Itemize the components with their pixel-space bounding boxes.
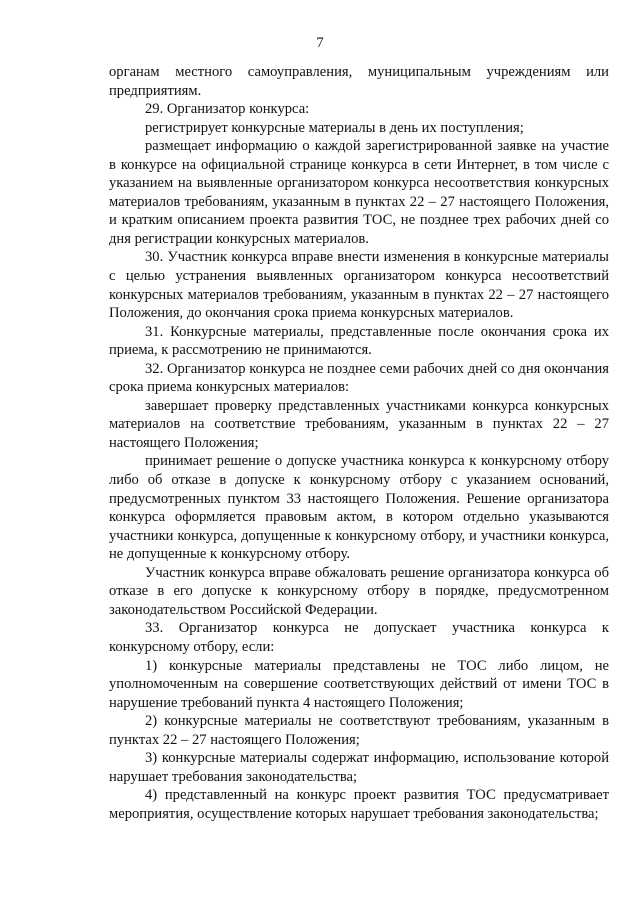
clause-31: 31. Конкурсные материалы, представленные после окончания срока их приема, к рассмотрению не принимаются. — [109, 323, 609, 359]
clause-30: 30. Участник конкурса вправе внести изменения в конкурсные материалы с целью устранения выявленных организатором конкурса несоответствий конкурсных материалов требованиям, указанным в пунктах 22 – 27 настоящего Положения, до окончания срока приема конкурсных материалов. — [109, 249, 609, 322]
clause-33-item-4: 4) представленный на конкурс проект развития ТОС предусматривает мероприятия, осуществление которых нарушает требования законодательства; — [109, 787, 609, 822]
document-body — [109, 63, 609, 823]
page-number: 7 — [316, 35, 324, 51]
clause-29-publishes: размещает информацию о каждой зарегистрированной заявке на участие в конкурсе на официальной странице конкурса в сети Интернет, в том числе с указанием на выявленные организатором конкурса несоответствия конкурсных материалов требованиям, указанным в пунктах 22 – 27 настоящего Положения, и кратким описанием проекта развития ТОС, не позднее трех рабочих дней со дня регистрации конкурсных материалов. — [109, 138, 609, 247]
clause-29-heading: 29. Организатор конкурса: — [145, 101, 310, 118]
clause-33-item-3: 3) конкурсные материалы содержат информацию, использование которой нарушает требования законодательства; — [109, 750, 609, 785]
clause-32-heading: 32. Организатор конкурса не позднее семи рабочих дней со дня окончания срока приема конкурсных материалов: — [109, 360, 609, 396]
clause-33-heading: 33. Организатор конкурса не допускает участника конкурса к конкурсному отбору, если: — [109, 620, 609, 655]
clause-32-appeal: Участник конкурса вправе обжаловать решение организатора конкурса об отказе в его допуске к конкурсному отбору в порядке, предусмотренном законодательством Российской Федерации. — [109, 564, 609, 618]
clause-33-item-2: 2) конкурсные материалы не соответствуют требованиям, указанным в пунктах 22 – 27 настоящего Положения; — [109, 713, 609, 748]
clause-29-registers: регистрирует конкурсные материалы в день их поступления; — [145, 119, 524, 136]
clause-32-decides: принимает решение о допуске участника конкурса к конкурсному отбору либо об отказе в допуске к конкурсному отбору с указанием оснований, предусмотренных пунктом 33 настоящего Положения. Решение организатора конкурса оформляется правовым актом, в котором отдельно указываются участники конкурса, допущенные к конкурсному отбору, и участники конкурса, не допущенные к конкурсному отбору. — [109, 453, 609, 563]
clause-33-item-1: 1) конкурсные материалы представлены не ТОС либо лицом, не уполномоченным на совершение соответствующих действий от имени ТОС в нарушение требований пункта 4 настоящего Положения; — [109, 657, 609, 711]
clause-32-checks: завершает проверку представленных участниками конкурса конкурсных материалов на соответствие требованиям, указанным в пунктах 22 – 27 настоящего Положения; — [109, 397, 609, 451]
paragraph-continuation: органам местного самоуправления, муниципальным учреждениям или предприятиям. — [109, 64, 609, 99]
